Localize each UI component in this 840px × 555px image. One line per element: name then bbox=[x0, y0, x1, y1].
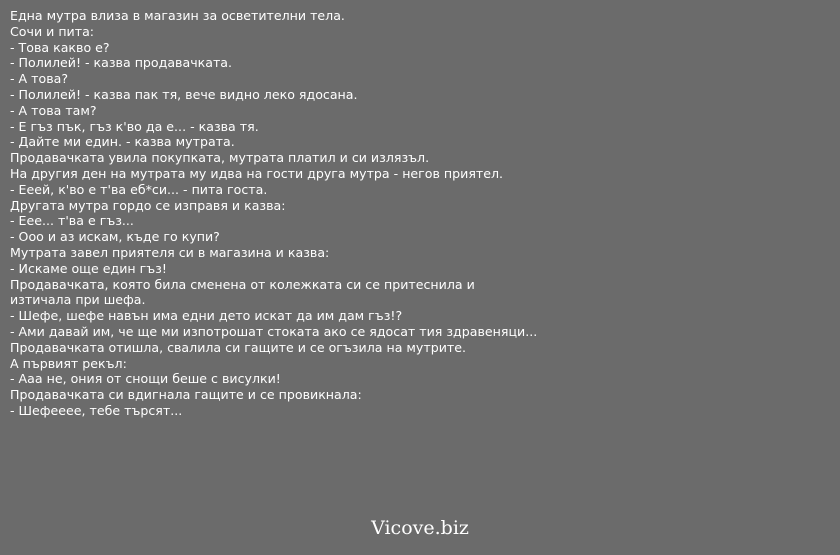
joke-text bbox=[10, 8, 830, 419]
joke-line: - Шефе, шефе навън има едни дето искат да им дам гъз!? bbox=[10, 308, 403, 324]
joke-line: - А това там? bbox=[10, 102, 97, 118]
joke-line: - Полилей! - казва пак тя, вече видно леко ядосана. bbox=[10, 86, 358, 102]
joke-line: - Ааа не, ония от снощи беше с висулки! bbox=[10, 371, 281, 387]
joke-line: - Е гъз пък, гъз к'во да е... - казва тя. bbox=[10, 118, 259, 134]
joke-line: - Дайте ми един. - казва мутрата. bbox=[10, 134, 235, 150]
joke-line: Продавачката увила покупката, мутрата платил и си излязъл. bbox=[10, 150, 430, 166]
joke-line: Една мутра влиза в магазин за осветителни тела. bbox=[10, 8, 345, 23]
joke-line: - Ееей, к'во е т'ва еб*си... - пита госта. bbox=[10, 181, 268, 197]
site-watermark: Vicove.biz bbox=[371, 517, 469, 539]
joke-line: - Полилей! - казва продавачката. bbox=[10, 55, 233, 71]
joke-line: - Ами давай им, че ще ми изпотрошат стоката ако се ядосат тия здравеняци... bbox=[10, 323, 538, 339]
joke-line: На другия ден на мутрата му идва на гости друга мутра - негов приятел. bbox=[10, 165, 504, 181]
joke-line: А първият рекъл: bbox=[10, 355, 127, 371]
joke-line: Продавачката отишла, свалила си гащите и се огъзила на мутрите. bbox=[10, 339, 466, 355]
joke-line: - А това? bbox=[10, 71, 69, 87]
joke-line: - Искаме още един гъз! bbox=[10, 260, 167, 276]
joke-line: Мутрата завел приятеля си в магазина и казва: bbox=[10, 244, 330, 260]
joke-line: - Шефееее, тебе търсят... bbox=[10, 402, 183, 418]
joke-line: Другата мутра гордо се изправя и казва: bbox=[10, 197, 286, 213]
joke-line: - Еее... т'ва е гъз... bbox=[10, 213, 134, 229]
joke-line: - Това какво е? bbox=[10, 39, 110, 55]
joke-line: Продавачката, която била сменена от колежката си се притеснила и bbox=[10, 276, 475, 292]
joke-line: Продавачката си вдигнала гащите и се провикнала: bbox=[10, 387, 362, 403]
joke-line: - Ооо и аз искам, къде го купи? bbox=[10, 229, 220, 245]
joke-line: Сочи и пита: bbox=[10, 23, 95, 39]
joke-line: изтичала при шефа. bbox=[10, 292, 146, 308]
